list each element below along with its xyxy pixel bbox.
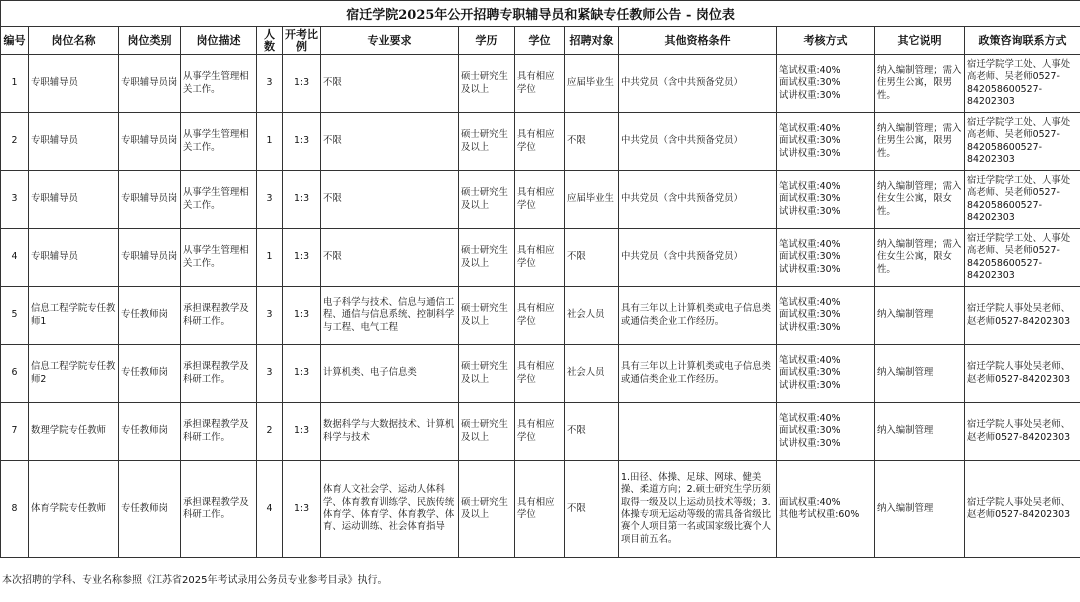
column-header: 编号: [1, 27, 29, 55]
column-header: 其它说明: [875, 27, 965, 55]
cell-education: 硕士研究生及以上: [459, 345, 515, 403]
cell-major: 计算机类、电子信息类: [321, 345, 459, 403]
cell-other-qualifications: 中共党员（含中共预备党员）: [619, 229, 777, 287]
cell-assessment: 笔试权重:40% 面试权重:30% 试讲权重:30%: [777, 171, 875, 229]
cell-degree: 具有相应学位: [515, 461, 565, 558]
cell-description: 从事学生管理相关工作。: [181, 113, 257, 171]
column-header: 岗位名称: [29, 27, 119, 55]
footnote: 本次招聘的学科、专业名称参照《江苏省2025年考试录用公务员专业参考目录》执行。: [2, 575, 388, 586]
cell-assessment: 笔试权重:40% 面试权重:30% 试讲权重:30%: [777, 55, 875, 113]
cell-position-name: 专职辅导员: [29, 229, 119, 287]
cell-number: 8: [1, 461, 29, 558]
cell-other-qualifications: 具有三年以上计算机类或电子信息类或通信类企业工作经历。: [619, 345, 777, 403]
cell-target: 不限: [565, 461, 619, 558]
cell-degree: 具有相应学位: [515, 113, 565, 171]
cell-category: 专任教师岗: [119, 403, 181, 461]
cell-ratio: 1:3: [283, 461, 321, 558]
cell-category: 专职辅导员岗: [119, 171, 181, 229]
cell-notes: 纳入编制管理: [875, 403, 965, 461]
column-header: 考核方式: [777, 27, 875, 55]
column-header: 开考比例: [283, 27, 321, 55]
cell-education: 硕士研究生及以上: [459, 287, 515, 345]
cell-ratio: 1:3: [283, 403, 321, 461]
cell-contact: 宿迁学院学工处、人事处高老师、吴老师0527-842058600527-84202303: [965, 113, 1080, 171]
cell-degree: 具有相应学位: [515, 171, 565, 229]
cell-ratio: 1:3: [283, 345, 321, 403]
cell-other-qualifications: 中共党员（含中共预备党员）: [619, 171, 777, 229]
cell-number: 4: [1, 229, 29, 287]
cell-contact: 宿迁学院人事处吴老师、赵老师0527-84202303: [965, 461, 1080, 558]
cell-degree: 具有相应学位: [515, 287, 565, 345]
cell-degree: 具有相应学位: [515, 345, 565, 403]
cell-number: 3: [1, 171, 29, 229]
cell-other-qualifications: 1.田径、体操、足球、网球、健美操、柔道方向；2.硕士研究生学历须取得一级及以上运动员技术等级；3.体操专项无运动等级的需具备省级比赛个人项目第一名或国家级比赛个人项目前五名。: [619, 461, 777, 558]
cell-degree: 具有相应学位: [515, 229, 565, 287]
cell-target: 应届毕业生: [565, 55, 619, 113]
table-title: 宿迁学院2025年公开招聘专职辅导员和紧缺专任教师公告 - 岗位表: [1, 1, 1080, 27]
cell-count: 3: [257, 55, 283, 113]
column-header: 学历: [459, 27, 515, 55]
cell-description: 承担课程教学及科研工作。: [181, 287, 257, 345]
cell-description: 承担课程教学及科研工作。: [181, 345, 257, 403]
cell-notes: 纳入编制管理: [875, 345, 965, 403]
cell-degree: 具有相应学位: [515, 55, 565, 113]
cell-position-name: 信息工程学院专任教师2: [29, 345, 119, 403]
cell-major: 体育人文社会学、运动人体科学、体育教育训练学、民族传统体育学、体育学、体育教学、体育、运动训练、社会体育指导: [321, 461, 459, 558]
cell-education: 硕士研究生及以上: [459, 229, 515, 287]
cell-number: 2: [1, 113, 29, 171]
cell-position-name: 专职辅导员: [29, 113, 119, 171]
column-header: 学位: [515, 27, 565, 55]
cell-count: 1: [257, 113, 283, 171]
cell-assessment: 笔试权重:40% 面试权重:30% 试讲权重:30%: [777, 287, 875, 345]
cell-contact: 宿迁学院学工处、人事处高老师、吴老师0527-842058600527-84202303: [965, 171, 1080, 229]
cell-notes: 纳入编制管理；需入住男生公寓，限男性。: [875, 55, 965, 113]
cell-contact: 宿迁学院人事处吴老师、赵老师0527-84202303: [965, 287, 1080, 345]
cell-contact: 宿迁学院学工处、人事处高老师、吴老师0527-842058600527-84202303: [965, 229, 1080, 287]
cell-ratio: 1:3: [283, 287, 321, 345]
cell-category: 专任教师岗: [119, 461, 181, 558]
column-header: 专业要求: [321, 27, 459, 55]
cell-count: 3: [257, 287, 283, 345]
cell-position-name: 数理学院专任教师: [29, 403, 119, 461]
cell-other-qualifications: [619, 403, 777, 461]
cell-number: 6: [1, 345, 29, 403]
cell-target: 不限: [565, 403, 619, 461]
cell-assessment: 笔试权重:40% 面试权重:30% 试讲权重:30%: [777, 113, 875, 171]
cell-position-name: 体育学院专任教师: [29, 461, 119, 558]
cell-major: 不限: [321, 55, 459, 113]
cell-description: 从事学生管理相关工作。: [181, 229, 257, 287]
cell-other-qualifications: 中共党员（含中共预备党员）: [619, 55, 777, 113]
cell-target: 不限: [565, 113, 619, 171]
table-row: [1, 461, 1080, 558]
cell-count: 4: [257, 461, 283, 558]
cell-count: 1: [257, 229, 283, 287]
column-header: 岗位类别: [119, 27, 181, 55]
cell-ratio: 1:3: [283, 113, 321, 171]
cell-description: 从事学生管理相关工作。: [181, 55, 257, 113]
cell-count: 3: [257, 171, 283, 229]
cell-contact: 宿迁学院人事处吴老师、赵老师0527-84202303: [965, 403, 1080, 461]
cell-notes: 纳入编制管理: [875, 287, 965, 345]
cell-category: 专任教师岗: [119, 287, 181, 345]
table-row: [1, 113, 1080, 171]
cell-education: 硕士研究生及以上: [459, 403, 515, 461]
cell-contact: 宿迁学院人事处吴老师、赵老师0527-84202303: [965, 345, 1080, 403]
table-row: [1, 171, 1080, 229]
cell-category: 专任教师岗: [119, 345, 181, 403]
cell-category: 专职辅导员岗: [119, 229, 181, 287]
title-row: [1, 1, 1080, 27]
cell-notes: 纳入编制管理；需入住男生公寓，限男性。: [875, 113, 965, 171]
cell-notes: 纳入编制管理: [875, 461, 965, 558]
cell-assessment: 笔试权重:40% 面试权重:30% 试讲权重:30%: [777, 403, 875, 461]
cell-major: 不限: [321, 229, 459, 287]
table-row: [1, 345, 1080, 403]
cell-other-qualifications: 具有三年以上计算机类或电子信息类或通信类企业工作经历。: [619, 287, 777, 345]
cell-ratio: 1:3: [283, 171, 321, 229]
column-header: 人数: [257, 27, 283, 55]
table-row: [1, 229, 1080, 287]
cell-education: 硕士研究生及以上: [459, 55, 515, 113]
cell-assessment: 面试权重:40% 其他考试权重:60%: [777, 461, 875, 558]
cell-count: 3: [257, 345, 283, 403]
cell-education: 硕士研究生及以上: [459, 171, 515, 229]
column-header: 岗位描述: [181, 27, 257, 55]
cell-notes: 纳入编制管理；需入住女生公寓，限女性。: [875, 171, 965, 229]
column-header: 招聘对象: [565, 27, 619, 55]
cell-target: 社会人员: [565, 287, 619, 345]
cell-target: 社会人员: [565, 345, 619, 403]
cell-number: 7: [1, 403, 29, 461]
cell-degree: 具有相应学位: [515, 403, 565, 461]
cell-education: 硕士研究生及以上: [459, 461, 515, 558]
cell-number: 1: [1, 55, 29, 113]
cell-assessment: 笔试权重:40% 面试权重:30% 试讲权重:30%: [777, 345, 875, 403]
cell-position-name: 专职辅导员: [29, 55, 119, 113]
cell-major: 电子科学与技术、信息与通信工程、通信与信息系统、控制科学与工程、电气工程: [321, 287, 459, 345]
table-body: [1, 55, 1080, 558]
cell-ratio: 1:3: [283, 229, 321, 287]
cell-number: 5: [1, 287, 29, 345]
cell-major: 数据科学与大数据技术、计算机科学与技术: [321, 403, 459, 461]
cell-other-qualifications: 中共党员（含中共预备党员）: [619, 113, 777, 171]
cell-target: 应届毕业生: [565, 171, 619, 229]
cell-position-name: 专职辅导员: [29, 171, 119, 229]
column-header: 其他资格条件: [619, 27, 777, 55]
cell-count: 2: [257, 403, 283, 461]
cell-description: 承担课程教学及科研工作。: [181, 461, 257, 558]
cell-notes: 纳入编制管理；需入住女生公寓，限女性。: [875, 229, 965, 287]
cell-description: 承担课程教学及科研工作。: [181, 403, 257, 461]
cell-assessment: 笔试权重:40% 面试权重:30% 试讲权重:30%: [777, 229, 875, 287]
cell-ratio: 1:3: [283, 55, 321, 113]
cell-position-name: 信息工程学院专任教师1: [29, 287, 119, 345]
cell-contact: 宿迁学院学工处、人事处高老师、吴老师0527-842058600527-84202303: [965, 55, 1080, 113]
cell-major: 不限: [321, 113, 459, 171]
cell-education: 硕士研究生及以上: [459, 113, 515, 171]
header-row: [1, 27, 1080, 55]
table-row: [1, 403, 1080, 461]
table-row: [1, 287, 1080, 345]
cell-target: 不限: [565, 229, 619, 287]
table-row: [1, 55, 1080, 113]
column-header: 政策咨询联系方式: [965, 27, 1080, 55]
cell-description: 从事学生管理相关工作。: [181, 171, 257, 229]
cell-category: 专职辅导员岗: [119, 113, 181, 171]
cell-major: 不限: [321, 171, 459, 229]
cell-category: 专职辅导员岗: [119, 55, 181, 113]
